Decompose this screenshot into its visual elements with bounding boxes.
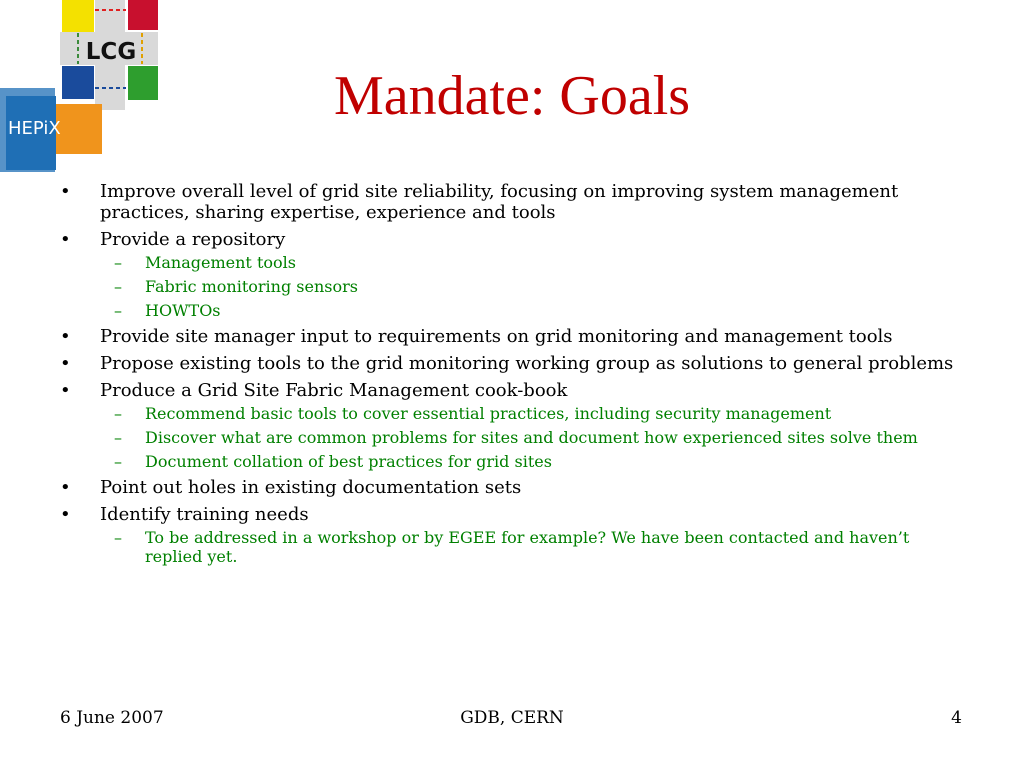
bullet-text: Provide site manager input to requirements on grid monitoring and management tools [100,326,893,347]
bullet-item [60,504,960,566]
bullet-text: Produce a Grid Site Fabric Management cook-book [100,380,568,401]
sub-bullet-list [100,404,960,471]
sub-bullet-text: Recommend basic tools to cover essential practices, including security management [145,404,832,423]
bullet-mark: • [60,181,71,202]
lcg-text: LCG [85,39,137,65]
bullet-text: Propose existing tools to the grid monitoring working group as solutions to general problems [100,353,954,374]
dash-mark: – [114,301,122,320]
bullet-item [60,477,960,498]
sub-bullet-text: To be addressed in a workshop or by EGEE for example? We have been contacted and haven’t replied yet. [145,528,910,566]
bullet-item [60,326,960,347]
bullet-mark: • [60,477,71,498]
dash-mark: – [114,528,122,547]
slide-title: Mandate: Goals [333,65,691,127]
bullet-mark: • [60,353,71,374]
bullet-mark: • [60,504,71,525]
bullet-item [60,229,960,320]
bullet-item [60,380,960,471]
bullet-text: Provide a repository [100,229,286,250]
bullet-item [60,181,960,223]
bullet-mark: • [60,380,71,401]
bullet-list [60,181,960,572]
sub-bullet-item [100,404,960,423]
page-number: 4 [951,708,962,728]
sub-bullet-list [100,528,960,566]
sub-bullet-item [100,277,960,296]
dash-mark: – [114,253,122,272]
bullet-mark: • [60,229,71,250]
sub-bullet-text: HOWTOs [145,301,221,320]
sub-bullet-list [100,253,960,320]
dash-mark: – [114,452,122,471]
sub-bullet-item [100,528,960,566]
bullet-text: Improve overall level of grid site reliability, focusing on improving system management practices, sharing expertise, experience and tools [100,181,899,223]
bullet-text: Point out holes in existing documentation sets [100,477,522,498]
bullet-item [60,353,960,374]
dash-mark: – [114,428,122,447]
sub-bullet-text: Management tools [145,253,296,272]
footer-center: GDB, CERN [460,708,564,728]
footer-date: 6 June 2007 [60,708,164,728]
dash-mark: – [114,404,122,423]
sub-bullet-text: Document collation of best practices for grid sites [145,452,552,471]
sub-bullet-text: Fabric monitoring sensors [145,277,358,296]
sub-bullet-item [100,452,960,471]
dash-mark: – [114,277,122,296]
hepix-text: HEPiX [8,118,61,139]
sub-bullet-item [100,428,960,447]
bullet-mark: • [60,326,71,347]
sub-bullet-item [100,301,960,320]
sub-bullet-text: Discover what are common problems for sites and document how experienced sites solve them [145,428,918,447]
bullet-text: Identify training needs [100,504,309,525]
sub-bullet-item [100,253,960,272]
